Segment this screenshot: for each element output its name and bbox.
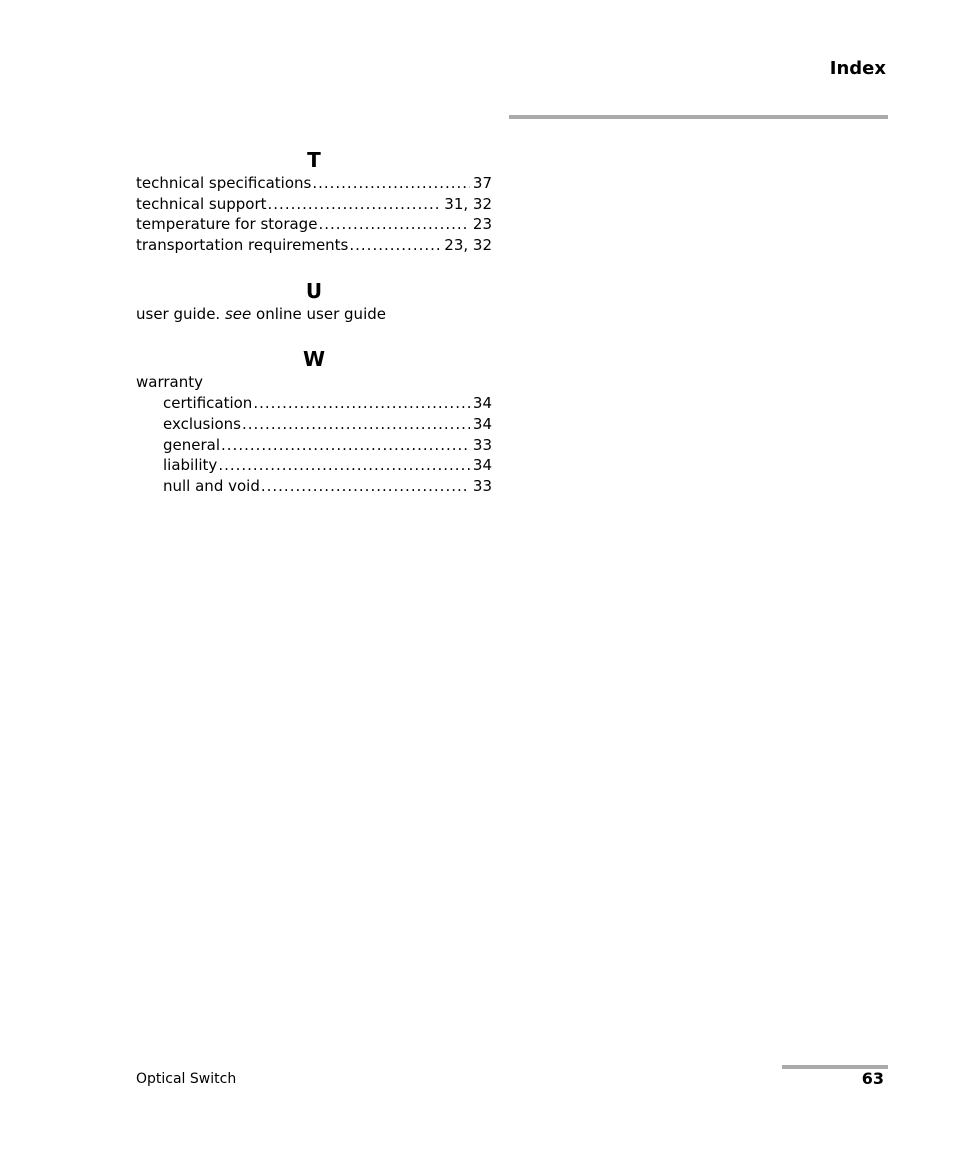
index-entry bbox=[136, 214, 492, 235]
entry-term: certification bbox=[163, 394, 253, 413]
dot-leader bbox=[242, 414, 470, 435]
index-subentry bbox=[136, 476, 492, 497]
entry-term: temperature for storage bbox=[136, 215, 318, 234]
dot-leader bbox=[312, 173, 470, 194]
entry-term: null and void bbox=[163, 476, 260, 495]
index-subentry bbox=[136, 393, 492, 414]
index-subentry bbox=[136, 414, 492, 435]
index-section-t bbox=[136, 147, 492, 256]
see-reference-target: online user guide bbox=[256, 304, 386, 323]
entry-term: exclusions bbox=[163, 414, 241, 433]
index-entry bbox=[136, 235, 492, 256]
index-column bbox=[136, 147, 492, 519]
entry-pages: 34 bbox=[472, 394, 492, 413]
index-entry bbox=[136, 194, 492, 215]
see-reference-word: see bbox=[224, 304, 257, 323]
index-main-term: warranty bbox=[136, 373, 203, 392]
entry-pages: 33 bbox=[472, 435, 492, 454]
dot-leader bbox=[261, 476, 470, 497]
entry-pages: 34 bbox=[472, 456, 492, 475]
dot-leader bbox=[318, 214, 469, 235]
entry-term: general bbox=[163, 435, 221, 454]
entry-term: transportation requirements bbox=[136, 236, 349, 255]
entry-term: technical specifications bbox=[136, 174, 312, 192]
dot-leader bbox=[218, 455, 470, 476]
index-entry bbox=[136, 173, 492, 194]
section-letter: W bbox=[302, 347, 326, 372]
entry-term: technical support bbox=[136, 194, 267, 213]
footer-document-name: Optical Switch bbox=[136, 1071, 237, 1087]
index-entry bbox=[136, 304, 492, 325]
index-subentry bbox=[136, 455, 492, 476]
entry-pages: 23 bbox=[472, 215, 492, 234]
page-header-title: Index bbox=[829, 58, 886, 79]
footer-page-number: 63 bbox=[861, 1069, 884, 1088]
index-section-u bbox=[136, 278, 492, 325]
entry-pages: 37 bbox=[472, 174, 492, 192]
entry-term: user guide. bbox=[136, 304, 221, 323]
dot-leader bbox=[349, 235, 441, 256]
entry-pages: 23, 32 bbox=[444, 236, 492, 255]
index-subentry bbox=[136, 435, 492, 456]
header-rule bbox=[509, 115, 888, 119]
entry-pages: 34 bbox=[472, 414, 492, 433]
entry-pages: 31, 32 bbox=[444, 194, 492, 213]
section-letter: U bbox=[305, 278, 323, 303]
dot-leader bbox=[268, 194, 442, 215]
entry-pages: 33 bbox=[472, 476, 492, 495]
entry-term: liability bbox=[163, 456, 218, 475]
index-section-w bbox=[136, 346, 492, 496]
section-letter: T bbox=[307, 148, 321, 172]
dot-leader bbox=[253, 393, 470, 414]
dot-leader bbox=[221, 435, 470, 456]
